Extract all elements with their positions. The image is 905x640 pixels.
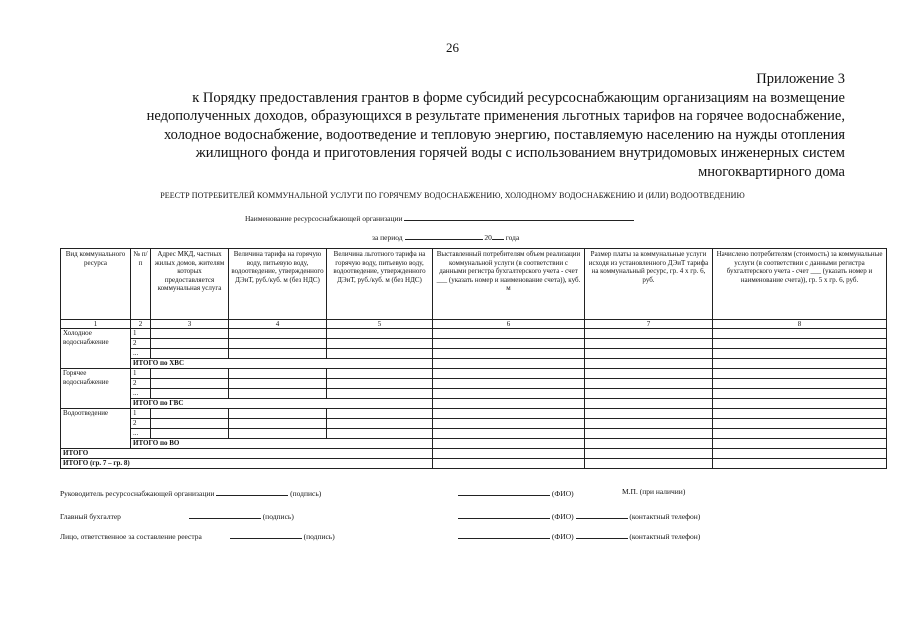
appendix-line: многоквартирного дома: [698, 163, 845, 180]
input-cell[interactable]: [229, 349, 327, 359]
registry-title: РЕЕСТР ПОТРЕБИТЕЛЕЙ КОММУНАЛЬНОЙ УСЛУГИ ПО ГОРЯЧЕМУ ВОДОСНАБЖЕНИЮ, ХОЛОДНОМУ ВОДОСНАБЖЕНИЮ И (ИЛИ) ВОДООТВЕДЕНИЮ: [160, 191, 745, 200]
appendix-line: недополученных доходов, образующихся в результате применения льготных тарифов на горячее водоснабжение,: [146, 108, 845, 124]
period-suffix: года: [505, 233, 520, 242]
input-cell[interactable]: [433, 339, 585, 349]
input-cell[interactable]: [433, 399, 585, 409]
table-row: [61, 369, 887, 379]
input-cell[interactable]: [585, 369, 713, 379]
fio-head-line: [458, 487, 574, 498]
input-cell[interactable]: [229, 389, 327, 399]
input-cell[interactable]: [433, 359, 585, 369]
input-cell[interactable]: [585, 389, 713, 399]
input-cell[interactable]: [713, 329, 887, 339]
column-number: 2: [131, 320, 151, 329]
input-cell[interactable]: [713, 399, 887, 409]
header-cell: Величина тарифа на горячую воду, питьевую воду, водоотведение, утвержденного ДЭиТ, руб./куб. м (без НДС): [229, 249, 327, 320]
fio-blank[interactable]: [458, 510, 550, 519]
input-cell[interactable]: [713, 359, 887, 369]
phone-blank[interactable]: [576, 510, 628, 519]
grand-total-label: ИТОГО: [61, 449, 433, 459]
fio-caption: (ФИО): [551, 512, 574, 521]
input-cell[interactable]: [713, 389, 887, 399]
input-cell[interactable]: [585, 399, 713, 409]
header-row: [61, 249, 887, 320]
subtotal-label: ИТОГО по ХВС: [131, 359, 433, 369]
header-cell: Величина льготного тарифа на горячую воду, питьевую воду, водоотведение, утвержденного ДЭиТ, руб./куб. м (без НДС): [327, 249, 433, 320]
input-cell[interactable]: [229, 369, 327, 379]
table-row: [61, 349, 887, 359]
input-cell[interactable]: [585, 349, 713, 359]
input-cell[interactable]: [433, 379, 585, 389]
row-number: 1: [131, 369, 151, 379]
input-cell[interactable]: [713, 419, 887, 429]
input-cell[interactable]: [327, 349, 433, 359]
row-number: 1: [131, 409, 151, 419]
org-name-line: [245, 212, 634, 223]
input-cell[interactable]: [713, 439, 887, 449]
header-cell: Вид коммунального ресурса: [61, 249, 131, 320]
header-cell: № п/п: [131, 249, 151, 320]
input-cell[interactable]: [433, 459, 585, 469]
table-row: [61, 419, 887, 429]
input-cell[interactable]: [327, 419, 433, 429]
header-cell: Адрес МКД, частных жилых домов, жителям которых предоставляется коммунальная услуга: [151, 249, 229, 320]
input-cell[interactable]: [433, 449, 585, 459]
input-cell[interactable]: [327, 369, 433, 379]
resource-cell: Водоотведение: [61, 409, 131, 449]
fio-accountant-line: [458, 510, 700, 521]
column-number-row: [61, 320, 887, 329]
table-row: [61, 389, 887, 399]
signature-blank[interactable]: [216, 487, 288, 496]
signature-responsible-label: Лицо, ответственное за составление реестра: [60, 532, 202, 541]
sign-caption: (подпись): [262, 512, 294, 521]
column-number: 5: [327, 320, 433, 329]
period-blank: [405, 231, 483, 240]
phone-blank[interactable]: [576, 530, 628, 539]
input-cell[interactable]: [713, 409, 887, 419]
subtotal-row: [61, 399, 887, 409]
input-cell[interactable]: [713, 379, 887, 389]
input-cell[interactable]: [585, 409, 713, 419]
table-row: [61, 429, 887, 439]
input-cell[interactable]: [585, 449, 713, 459]
input-cell[interactable]: [151, 429, 229, 439]
input-cell[interactable]: [585, 439, 713, 449]
resource-cell: Горячее водоснабжение: [61, 369, 131, 409]
input-cell[interactable]: [229, 419, 327, 429]
table-row: [61, 329, 887, 339]
table-row: [61, 409, 887, 419]
column-number: 8: [713, 320, 887, 329]
row-number: ...: [131, 389, 151, 399]
grand-total-diff-label: ИТОГО (гр. 7 – гр. 8): [61, 459, 433, 469]
input-cell[interactable]: [151, 329, 229, 339]
subtotal-row: [61, 439, 887, 449]
input-cell[interactable]: [585, 429, 713, 439]
input-cell[interactable]: [151, 379, 229, 389]
input-cell[interactable]: [229, 379, 327, 389]
header-cell: Начислено потребителям (стоимость) за коммунальные услуги (в соответствии с данными регистра бухгалтерского учета - счет ___ (указать номер и наименование счета)), гр. 5 x гр. 6, руб.: [713, 249, 887, 320]
appendix-line: холодное водоснабжение, водоотведение и тепловую энергию, поставляемую населению на нужды отопления: [163, 126, 845, 143]
input-cell[interactable]: [327, 389, 433, 399]
input-cell[interactable]: [713, 369, 887, 379]
fio-responsible-line: [458, 530, 700, 541]
grand-total-diff-row: [61, 459, 887, 469]
input-cell[interactable]: [713, 449, 887, 459]
fio-caption: (ФИО): [551, 489, 574, 498]
input-cell[interactable]: [151, 389, 229, 399]
column-number: 6: [433, 320, 585, 329]
input-cell[interactable]: [433, 429, 585, 439]
input-cell[interactable]: [229, 339, 327, 349]
input-cell[interactable]: [229, 409, 327, 419]
input-cell[interactable]: [327, 329, 433, 339]
subtotal-row: [61, 359, 887, 369]
column-number: 1: [61, 320, 131, 329]
subtotal-label: ИТОГО по ГВС: [131, 399, 433, 409]
row-number: 2: [131, 339, 151, 349]
input-cell[interactable]: [713, 349, 887, 359]
column-number: 3: [151, 320, 229, 329]
signature-responsible-line: [60, 530, 335, 541]
input-cell[interactable]: [585, 459, 713, 469]
fio-caption: (ФИО): [551, 532, 574, 541]
column-number: 7: [585, 320, 713, 329]
grand-total-row: [61, 449, 887, 459]
appendix-line: к Порядку предоставления грантов в форме субсидий ресурсоснабжающим организациям на возмещение: [192, 89, 845, 106]
row-number: 2: [131, 379, 151, 389]
period-line: [372, 231, 519, 242]
input-cell[interactable]: [713, 429, 887, 439]
appendix-line: жилищного фонда и приготовления горячей воды с использованием внутридомовых инженерных систем: [195, 145, 845, 161]
signature-head-label: Руководитель ресурсоснабжающей организации: [60, 489, 215, 498]
signature-head-line: [60, 487, 321, 498]
input-cell[interactable]: [433, 329, 585, 339]
input-cell[interactable]: [327, 409, 433, 419]
input-cell[interactable]: [229, 429, 327, 439]
input-cell[interactable]: [433, 389, 585, 399]
input-cell[interactable]: [327, 429, 433, 439]
input-cell[interactable]: [433, 369, 585, 379]
input-cell[interactable]: [229, 329, 327, 339]
input-cell[interactable]: [433, 439, 585, 449]
signature-accountant-label: Главный бухгалтер: [60, 512, 121, 521]
input-cell[interactable]: [585, 379, 713, 389]
input-cell[interactable]: [151, 419, 229, 429]
header-cell: Размер платы за коммунальные услуги исходя из установленного ДЭиТ тарифа на коммунальный ресурс, гр. 4 x гр. 6, руб.: [585, 249, 713, 320]
page-number: 26: [446, 40, 459, 55]
table-row: [61, 379, 887, 389]
input-cell[interactable]: [585, 339, 713, 349]
row-number: 1: [131, 329, 151, 339]
input-cell[interactable]: [327, 339, 433, 349]
row-number: ...: [131, 429, 151, 439]
input-cell[interactable]: [585, 329, 713, 339]
input-cell[interactable]: [433, 409, 585, 419]
table-row: [61, 339, 887, 349]
input-cell[interactable]: [713, 339, 887, 349]
phone-caption: (контактный телефон): [629, 532, 701, 541]
org-name-label: Наименование ресурсоснабжающей организации: [245, 214, 403, 223]
appendix-block: [125, 70, 845, 181]
stamp-caption: М.П. (при наличии): [622, 487, 686, 496]
input-cell[interactable]: [585, 419, 713, 429]
input-cell[interactable]: [585, 359, 713, 369]
sign-caption: (подпись): [290, 489, 322, 498]
input-cell[interactable]: [151, 409, 229, 419]
period-prefix: за период: [372, 233, 403, 242]
input-cell[interactable]: [151, 339, 229, 349]
signature-accountant-line: [60, 510, 294, 521]
org-name-blank: [404, 212, 634, 221]
period-year: 20: [484, 233, 492, 242]
input-cell[interactable]: [327, 379, 433, 389]
signature-blank[interactable]: [189, 510, 261, 519]
fio-blank[interactable]: [458, 530, 550, 539]
input-cell[interactable]: [433, 349, 585, 359]
fio-blank[interactable]: [458, 487, 550, 496]
subtotal-label: ИТОГО по ВО: [131, 439, 433, 449]
header-cell: Выставленный потребителям объем реализации коммунальной услуги (в соответствии с данными регистра бухгалтерского учета - счет ___ (указать номер и наименование счета)), куб. м: [433, 249, 585, 320]
input-cell[interactable]: [433, 419, 585, 429]
input-cell[interactable]: [713, 459, 887, 469]
row-number: 2: [131, 419, 151, 429]
appendix-title: Приложение 3: [756, 71, 845, 87]
phone-caption: (контактный телефон): [629, 512, 701, 521]
sign-caption: (подпись): [303, 532, 335, 541]
resource-cell: Холодное водоснабжение: [61, 329, 131, 369]
input-cell[interactable]: [151, 349, 229, 359]
registry-table: [60, 248, 887, 469]
year-blank: [492, 231, 504, 240]
row-number: ...: [131, 349, 151, 359]
input-cell[interactable]: [151, 369, 229, 379]
column-number: 4: [229, 320, 327, 329]
signature-blank[interactable]: [230, 530, 302, 539]
